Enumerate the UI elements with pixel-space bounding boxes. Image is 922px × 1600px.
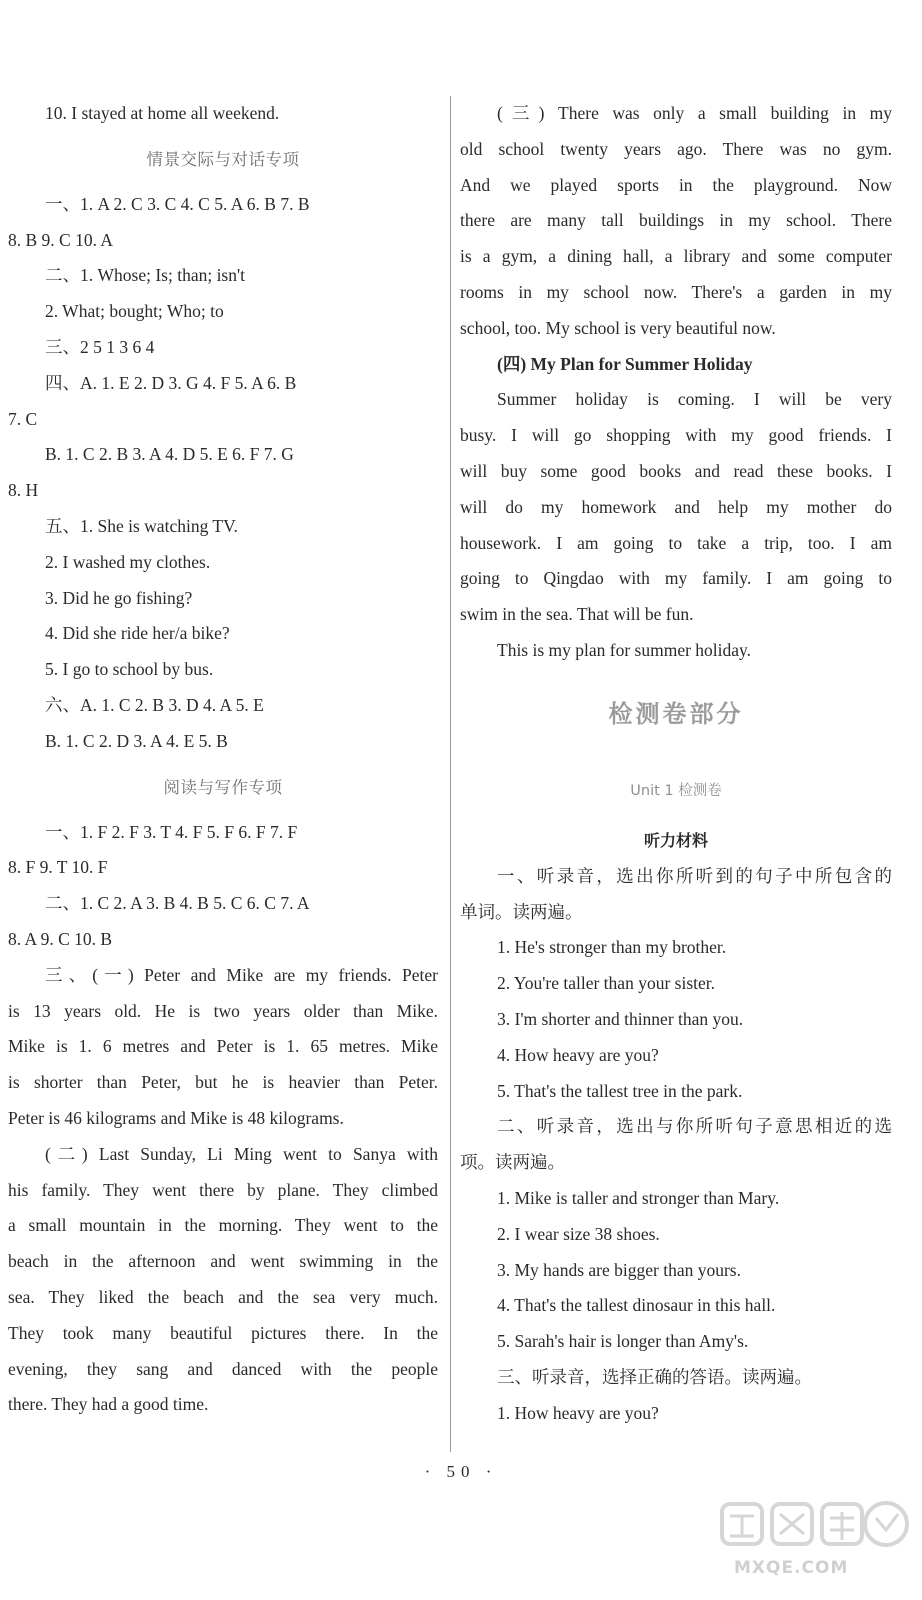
- right-column-line: 2. I wear size 38 shoes.: [497, 1223, 660, 1244]
- right-column-line: swim in the sea. That will be fun.: [460, 604, 694, 625]
- left-column-line: 四、A. 1. E 2. D 3. G 4. F 5. A 6. B: [45, 372, 297, 393]
- left-column-line: 阅读与写作专项: [163, 777, 283, 797]
- left-column-line: 7. C: [8, 408, 38, 429]
- right-column-line: 4. That's the tallest dinosaur in this hall.: [497, 1295, 776, 1316]
- left-column-line: B. 1. C 2. B 3. A 4. D 5. E 6. F 7. G: [45, 444, 294, 465]
- left-column-line: 二、1. C 2. A 3. B 4. B 5. C 6. C 7. A: [45, 893, 310, 914]
- left-column-line: Mike is 1. 6 metres and Peter is 1. 65 metres. Mike: [8, 1036, 438, 1057]
- page-number: · 50 ·: [424, 1462, 498, 1481]
- right-column-line: will buy some good books and read these books. I: [460, 460, 892, 481]
- left-column-line: 三、(一) Peter and Mike are my friends. Peter: [45, 964, 438, 985]
- left-column-line: (二) Last Sunday, Li Ming went to Sanya with: [45, 1143, 438, 1164]
- right-column-line: rooms in my school now. There's a garden in my: [460, 281, 892, 302]
- left-column-line: Peter is 46 kilograms and Mike is 48 kilograms.: [8, 1107, 344, 1128]
- left-column-line: is shorter than Peter, but he is heavier than Peter.: [8, 1072, 438, 1093]
- right-column-line: school, too. My school is very beautiful now.: [460, 317, 776, 338]
- right-column-line: 4. How heavy are you?: [497, 1044, 659, 1065]
- right-column-line: This is my plan for summer holiday.: [497, 639, 752, 660]
- right-column-line: 3. My hands are bigger than yours.: [497, 1259, 741, 1280]
- right-column-line: (四) My Plan for Summer Holiday: [497, 353, 753, 374]
- right-column-line: busy. I will go shopping with my good friends. I: [460, 425, 892, 446]
- left-column-line: 情景交际与对话专项: [146, 149, 300, 169]
- right-column: [460, 96, 892, 1432]
- right-column-line: there are many tall buildings in my school. There: [460, 210, 892, 231]
- right-column-line: 二、听录音，选出与你所听句子意思相近的选: [497, 1116, 892, 1137]
- left-column: [8, 96, 438, 1423]
- left-column-line: evening, they sang and danced with the people: [8, 1358, 438, 1379]
- right-column-line: 1. How heavy are you?: [497, 1402, 659, 1423]
- left-column-line: They took many beautiful pictures there. In the: [8, 1322, 438, 1343]
- left-column-line: 2. What; bought; Who; to: [45, 301, 224, 322]
- left-column-line: 一、1. A 2. C 3. C 4. C 5. A 6. B 7. B: [45, 193, 310, 214]
- right-column-line: going to Qingdao with my family. I am going to: [460, 568, 892, 589]
- right-column-line: 一、听录音，选出你所听到的句子中所包含的: [497, 865, 892, 886]
- right-column-line: 听力材料: [643, 830, 708, 850]
- watermark-text: MXQE.COM: [734, 1558, 849, 1578]
- left-column-line: B. 1. C 2. D 3. A 4. E 5. B: [45, 730, 228, 751]
- left-column-line: 8. A 9. C 10. B: [8, 928, 113, 949]
- right-column-line: (三) There was only a small building in my: [497, 103, 892, 123]
- left-column-line: 8. B 9. C 10. A: [8, 229, 114, 250]
- left-column-line: 10. I stayed at home all weekend.: [45, 103, 280, 123]
- left-column-line: sea. They liked the beach and the sea very much.: [8, 1286, 438, 1307]
- left-column-line: 8. H: [8, 480, 39, 501]
- left-column-line: 三、2 5 1 3 6 4: [45, 336, 155, 357]
- left-column-line: 5. I go to school by bus.: [45, 659, 214, 680]
- right-column-line: 1. Mike is taller and stronger than Mary.: [497, 1187, 780, 1208]
- left-column-line: 二、1. Whose; Is; than; isn't: [45, 265, 246, 286]
- left-column-line: 3. Did he go fishing?: [45, 587, 193, 608]
- right-column-line: 3. I'm shorter and thinner than you.: [497, 1008, 744, 1029]
- right-column-line: housework. I am going to take a trip, too. I am: [460, 532, 892, 553]
- left-column-line: 2. I washed my clothes.: [45, 551, 211, 572]
- column-divider: [450, 96, 451, 1452]
- right-column-line: Unit 1 检测卷: [630, 782, 722, 799]
- right-column-line: is a gym, a dining hall, a library and some computer: [460, 246, 892, 267]
- watermark-logo: [716, 1496, 912, 1592]
- right-column-line: 2. You're taller than your sister.: [497, 973, 715, 994]
- left-column-line: is 13 years old. He is two years older than Mike.: [8, 1000, 438, 1021]
- left-column-line: a small mountain in the morning. They went to the: [8, 1215, 438, 1236]
- left-column-line: there. They had a good time.: [8, 1394, 209, 1415]
- left-column-line: 一、1. F 2. F 3. T 4. F 5. F 6. F 7. F: [45, 821, 298, 842]
- right-column-line: 检测卷部分: [608, 699, 744, 728]
- left-column-line: beach in the afternoon and went swimming in the: [8, 1251, 438, 1272]
- right-column-line: 项。读两遍。: [460, 1152, 565, 1173]
- left-column-line: 五、1. She is watching TV.: [45, 515, 238, 536]
- right-column-line: 1. He's stronger than my brother.: [497, 937, 727, 958]
- right-column-line: 单词。读两遍。: [460, 901, 583, 922]
- right-column-line: And we played sports in the playground. Now: [460, 174, 892, 195]
- right-column-line: old school twenty years ago. There was no gym.: [460, 138, 892, 159]
- left-column-line: 4. Did she ride her/a bike?: [45, 623, 230, 644]
- right-column-line: will do my homework and help my mother do: [460, 496, 892, 517]
- right-column-line: 5. Sarah's hair is longer than Amy's.: [497, 1331, 749, 1352]
- right-column-line: 5. That's the tallest tree in the park.: [497, 1080, 743, 1101]
- left-column-line: 8. F 9. T 10. F: [8, 857, 108, 878]
- right-column-line: 三、听录音，选择正确的答语。读两遍。: [497, 1366, 812, 1387]
- right-column-line: Summer holiday is coming. I will be very: [497, 389, 892, 410]
- left-column-line: 六、A. 1. C 2. B 3. D 4. A 5. E: [45, 694, 264, 715]
- answer-stamp-logo-icon: [716, 1496, 912, 1556]
- left-column-line: his family. They went there by plane. They climbed: [8, 1179, 438, 1200]
